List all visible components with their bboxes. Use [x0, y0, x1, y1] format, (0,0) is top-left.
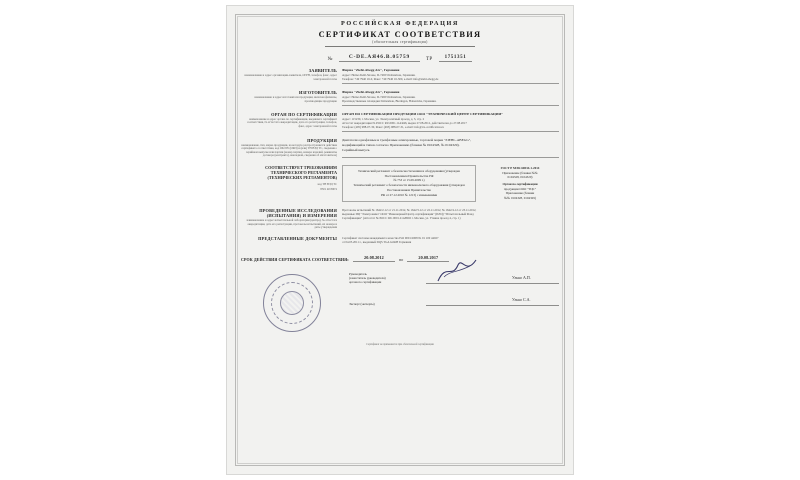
certification-body-subcaption: наименование и адрес органа по сертификации, выдавшего сертификат соответствия, № аттестата аккредитации, дата его регистрации, телефон, факс, адрес электронной почты — [247, 116, 337, 128]
product-line-1: Двигатели однофазные и трехфазные асинхронные, торговой марки "ZIEHL-ABEGG", — [342, 137, 472, 142]
tests-line-1: Протоколы испытаний № 1642/2-12 от 21.11.2012, № 1642/3-12 от 22.11.2012, № 1642/4-12 от 23.11.2012, — [342, 207, 477, 212]
document-footnote: Сертификат не применяется при обязательной сертификации — [366, 342, 434, 346]
certification-body-line-4: Телефон: (495) 988-07-30, Факс: (495) 988-07-31, e-mail: info@tcs-certification.ru — [342, 125, 444, 130]
signature-name-expert: Улько С.А. — [507, 297, 559, 306]
signature-area — [241, 268, 559, 344]
series-label: ТР — [425, 57, 433, 62]
validity-to-prefix: по — [398, 256, 404, 262]
manufacturer-line-3: Производственные площадки: Künzelsau, Bieringen, Hohenlohe, Германия. — [342, 99, 437, 104]
certification-body-caption: ОРГАН ПО СЕРТИФИКАЦИИ — [271, 111, 337, 117]
certificate-number-line — [241, 54, 559, 62]
certification-body-row — [241, 112, 559, 132]
signature-line-head — [426, 274, 507, 284]
compliance-caption-block — [241, 165, 342, 202]
reference-2-line-2: продукции ООО "ТЦС" — [503, 186, 537, 191]
validity-from-date: 20.08.2012 — [353, 255, 395, 262]
compliance-line-1: Технический регламент о безопасности машин и оборудования (утвержден Постановлением Правительства РФ — [357, 168, 461, 178]
signature-name-head: Улько А.П. — [507, 275, 559, 284]
certification-body-line-1: ОРГАН ПО СЕРТИФИКАЦИИ ПРОДУКЦИИ ООО "ТЕХНИЧЕСКИЙ ЦЕНТР СЕРТИФИКАЦИИ" — [342, 111, 504, 116]
applicant-caption: ЗАЯВИТЕЛЬ — [308, 68, 337, 73]
signature-role-expert-line-1: Эксперт (эксперты) — [349, 301, 375, 306]
manufacturer-value — [342, 90, 559, 106]
presented-documents-caption: ПРЕДСТАВЛЕННЫЕ ДОКУМЕНТЫ — [258, 235, 337, 241]
certification-body-value — [342, 112, 559, 132]
manufacturer-caption-block — [241, 90, 342, 106]
compliance-code-label: код ТН ВЭД ТС — [317, 181, 337, 186]
certification-body-line-2: Адрес: 115230, г. Москва, ул. Электролитный проезд, д. 3, стр. 2 — [342, 116, 425, 121]
manufacturer-caption: ИЗГОТОВИТЕЛЬ — [298, 89, 337, 95]
manufacturer-line-2: Адрес: Heinz-Ziehl-Strasse, D-74653 Künzelsau, Германия. — [342, 94, 416, 99]
manufacturer-row — [241, 90, 559, 106]
series-number: 1751351 — [439, 55, 473, 62]
product-caption: ПРОДУКЦИЯ — [307, 137, 337, 143]
compliance-line-2: № 753 от 15.09.2009 г.) — [393, 178, 425, 183]
compliance-line-3: Технический регламент о безопасности низковольтного оборудования (утвержден Постановлением Правительства — [353, 183, 465, 193]
reference-group-1 — [481, 165, 559, 181]
signature-row-head — [349, 272, 559, 284]
presented-documents-row — [241, 236, 559, 246]
reference-2-line-4: №№ 0104328, 0104329) — [504, 196, 536, 201]
signature-role-head-line-2: (заместитель руководителя) — [349, 275, 386, 280]
signature-role-expert — [349, 302, 426, 306]
reference-1-line-2: Приложение (бланки №№ — [502, 170, 538, 175]
certificate-number: С-DE.АЯ46.В.05759 — [339, 54, 420, 62]
document-title: СЕРТИФИКАТ СООТВЕТСТВИЯ — [318, 30, 482, 39]
signature-line-expert — [426, 296, 507, 306]
applicant-caption-block — [241, 68, 342, 84]
signature-role-head-line-3: органа по сертификации — [349, 279, 382, 284]
tests-value — [342, 208, 559, 230]
product-subcaption: наименование, тип, марка продукции, на которую распространяется действие сертификата соответствия, код ОК 005 (ОКП) и (или) ТН ВЭД ТС, сведения о серийном выпуске или партии (номер партии, номера изделий, реквизиты договора (контракта), накладной, сведения об изготовителе) — [241, 142, 337, 158]
tests-caption: ПРОВЕДЕННЫЕ ИССЛЕДОВАНИЯ (ИСПЫТАНИЯ) И ИЗМЕРЕНИЯ — [259, 207, 337, 219]
validity-label: СРОК ДЕЙСТВИЯ СЕРТИФИКАТА СООТВЕТСТВИЯ — [241, 256, 348, 262]
signature-lines — [349, 272, 559, 318]
product-caption-block — [241, 138, 342, 158]
compliance-caption: СООТВЕТСТВУЕТ ТРЕБОВАНИЯМ ТЕХНИЧЕСКОГО РЕГЛАМЕНТА (ТЕХНИЧЕСКИХ РЕГЛАМЕНТОВ) — [265, 164, 337, 181]
manufacturer-subcaption: наименование и адрес изготовителя продукции, включая филиалы, производящие продукцию — [254, 95, 337, 103]
compliance-block — [241, 165, 559, 202]
product-value — [342, 138, 559, 158]
product-line-2: модификаций и типов согласно Приложению (бланки № 0104328, № 0104329). — [342, 142, 460, 147]
country-header: РОССИЙСКАЯ ФЕДЕРАЦИЯ — [340, 20, 459, 27]
compliance-references — [476, 165, 559, 202]
presented-documents-value — [342, 236, 559, 246]
round-seal-stamp — [263, 274, 321, 332]
applicant-value — [342, 68, 559, 84]
reference-1-line-3: 0104328, 0104329) — [507, 175, 533, 180]
validity-to-date: 20.08.2017 — [407, 255, 449, 262]
header-divider — [325, 46, 475, 47]
product-row — [241, 138, 559, 158]
tests-line-3: Сертификации" (Аттестат № РОСС RU.0001.21АЮ02 г. Москва, ул. Уткина проезд 4, стр. 1) — [342, 216, 461, 221]
tests-caption-block — [241, 208, 342, 230]
seal-core — [280, 291, 304, 315]
manufacturer-line-1: Фирма "Ziehl-Abegg AG", Германия — [342, 89, 400, 94]
validity-from-prefix: с — [347, 256, 349, 262]
certification-body-caption-block — [241, 112, 342, 132]
document-subtitle: (обязательная сертификация) — [372, 40, 428, 44]
number-label: № — [327, 57, 333, 62]
applicant-line-2: Адрес: Heinz-Ziehl-Strasse, D-74653 Künzelsau, Германия. — [342, 73, 416, 78]
signature-role-head — [349, 272, 426, 284]
presented-documents-line-2: от 04.05.2011 г., выданный DQS TGA GmbH Германия — [342, 240, 412, 245]
signature-row-expert — [349, 296, 559, 306]
certification-body-line-3: Аттестат аккредитации № РОСС RU.0001.11АЯ46, выдан 27.08.2012, действителен до 27.08.2017 — [342, 120, 467, 125]
signature-role-head-line-1: Руководитель — [349, 271, 367, 276]
tests-row — [241, 208, 559, 230]
reference-2-line-3: Приложение (бланки — [505, 191, 535, 196]
presented-documents-line-1: Сертификат системы менеджмента качества ISO 9001:2008 № 01 100 44027 — [342, 235, 439, 240]
validity-row — [241, 255, 559, 262]
compliance-line-4: РФ от 27.12.2010 № 1213) с изменениями — [380, 192, 438, 197]
product-line-3: Серийный выпуск. — [342, 147, 371, 152]
certificate-content — [241, 18, 559, 462]
presented-documents-caption-block — [241, 236, 342, 246]
reference-group-2 — [481, 181, 559, 202]
reference-2-line-1: Орган по сертификации — [502, 182, 538, 187]
tests-line-2: выданные ИЦ "Электроника" ООО "Инженерный Центр сертификации" (ИЛЦ) "Испытательный Фонд — [342, 212, 474, 217]
applicant-line-1: Фирма "Ziehl-Abegg AG", Германия — [342, 68, 400, 72]
applicant-subcaption: наименование и адрес организации-заявителя, ОГРН, телефон, факс, адрес электронной почты — [244, 73, 337, 81]
certificate-document — [227, 6, 573, 474]
applicant-row — [241, 68, 559, 84]
applicant-line-3: Телефон: +49 7940 16-0, Факс: +49 7940 16-300, e-mail: info@ziehl-abegg.de — [342, 77, 439, 82]
compliance-text — [342, 165, 476, 202]
compliance-code-value: 8501 40 800 9 — [320, 187, 337, 192]
tests-subcaption: наименование и адрес испытательной лаборатории (центра), № аттестата аккредитации, дата его регистрации, протоколы испытаний, их номера и даты утверждения — [246, 218, 337, 230]
reference-1-line-1: ГОСТ Р МЭК 60034-1-2014 — [500, 165, 540, 170]
